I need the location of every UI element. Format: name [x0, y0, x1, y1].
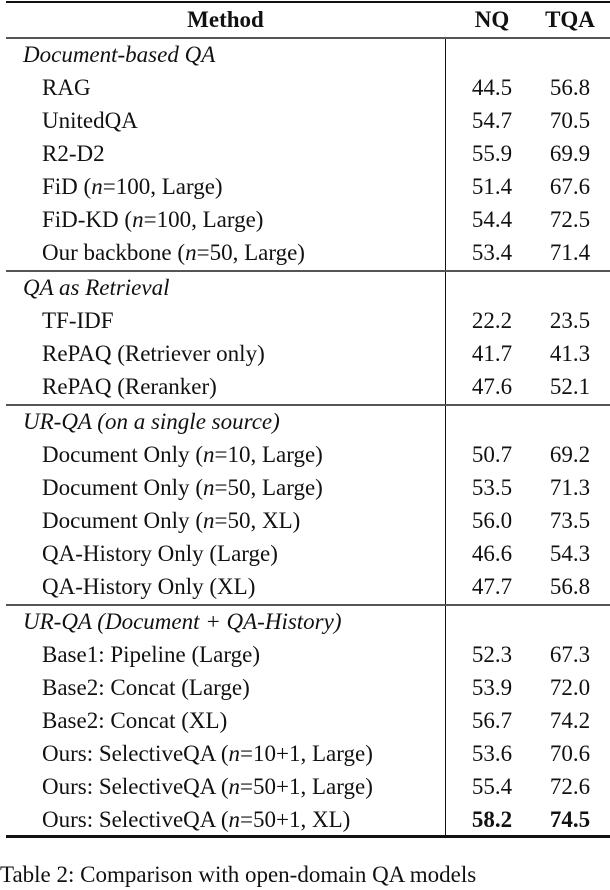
method-cell: R2-D2 [42, 141, 105, 166]
nq-score-cell: 44.5 [471, 75, 513, 100]
method-cell: RePAQ (Reranker) [42, 374, 217, 399]
method-cell: FiD (n=100, Large) [42, 174, 223, 199]
tqa-score-cell: 74.2 [549, 708, 591, 733]
table-row [6, 737, 610, 770]
nq-score-cell: 56.7 [471, 708, 513, 733]
tqa-score-cell: 69.9 [549, 141, 591, 166]
header-row [6, 3, 610, 36]
nq-score-cell: 53.9 [471, 675, 513, 700]
nq-score-cell: 41.7 [471, 341, 513, 366]
nq-score-cell: 54.4 [471, 207, 513, 232]
section-header-row [6, 38, 610, 71]
header-method: Method [187, 7, 264, 32]
nq-score-cell: 55.9 [471, 141, 513, 166]
table-row [6, 638, 610, 671]
tqa-score-cell: 71.3 [549, 475, 591, 500]
nq-score-cell: 53.4 [471, 240, 513, 265]
tqa-score-cell: 72.6 [549, 774, 591, 799]
section-title: QA as Retrieval [23, 275, 170, 300]
table-caption: Table 2: Comparison with open-domain QA models [0, 862, 477, 887]
nq-score-cell: 50.7 [471, 442, 513, 467]
tqa-score-cell: 54.3 [549, 541, 591, 566]
table-row [6, 504, 610, 537]
method-cell: Base1: Pipeline (Large) [42, 642, 261, 667]
tqa-score-cell: 72.0 [549, 675, 591, 700]
header-nq: NQ [474, 7, 510, 32]
tqa-score-cell: 56.8 [549, 75, 591, 100]
nq-score-cell: 52.3 [471, 642, 513, 667]
nq-score-cell: 58.2 [471, 807, 513, 832]
section-title: Document-based QA [23, 42, 216, 67]
table-row [6, 370, 610, 403]
method-cell: Our backbone (n=50, Large) [42, 240, 305, 265]
nq-score-cell: 51.4 [471, 174, 513, 199]
tqa-score-cell: 67.3 [549, 642, 591, 667]
nq-score-cell: 56.0 [471, 508, 513, 533]
tqa-score-cell: 67.6 [549, 174, 591, 199]
table-row [6, 671, 610, 704]
nq-score-cell: 53.5 [471, 475, 513, 500]
bottom-rule [6, 835, 610, 838]
method-cell: Ours: SelectiveQA (n=50+1, XL) [42, 807, 351, 832]
section-title: UR-QA (Document + QA-History) [23, 609, 342, 634]
tqa-score-cell: 73.5 [549, 508, 591, 533]
nq-score-cell: 22.2 [471, 308, 513, 333]
table-row [6, 803, 610, 836]
method-cell: QA-History Only (XL) [42, 574, 256, 599]
nq-score-cell: 47.7 [471, 574, 513, 599]
table-row [6, 770, 610, 803]
section-header-row [6, 605, 610, 638]
method-cell: Base2: Concat (XL) [42, 708, 228, 733]
tqa-score-cell: 52.1 [549, 374, 591, 399]
table-row [6, 137, 610, 170]
method-cell: UnitedQA [42, 108, 138, 133]
method-cell: TF-IDF [42, 308, 114, 333]
method-cell: Document Only (n=10, Large) [42, 442, 323, 467]
tqa-score-cell: 71.4 [549, 240, 591, 265]
method-cell: Document Only (n=50, XL) [42, 508, 301, 533]
tqa-score-cell: 70.6 [549, 741, 591, 766]
tqa-score-cell: 56.8 [549, 574, 591, 599]
table-row [6, 104, 610, 137]
nq-score-cell: 55.4 [471, 774, 513, 799]
method-cell: QA-History Only (Large) [42, 541, 278, 566]
table-row [6, 471, 610, 504]
tqa-score-cell: 69.2 [549, 442, 591, 467]
section-header-row [6, 405, 610, 438]
table-row [6, 438, 610, 471]
method-cell: Base2: Concat (Large) [42, 675, 250, 700]
table-row [6, 71, 610, 104]
tqa-score-cell: 74.5 [549, 807, 591, 832]
tqa-score-cell: 23.5 [549, 308, 591, 333]
method-cell: Ours: SelectiveQA (n=50+1, Large) [42, 774, 373, 799]
table-row [6, 537, 610, 570]
tqa-score-cell: 72.5 [549, 207, 591, 232]
tqa-score-cell: 41.3 [549, 341, 591, 366]
header-tqa: TQA [545, 7, 595, 32]
nq-score-cell: 47.6 [471, 374, 513, 399]
method-cell: Ours: SelectiveQA (n=10+1, Large) [42, 741, 373, 766]
nq-score-cell: 53.6 [471, 741, 513, 766]
method-cell: RePAQ (Retriever only) [42, 341, 265, 366]
method-cell: FiD-KD (n=100, Large) [42, 207, 264, 232]
table-row [6, 236, 610, 269]
section-header-row [6, 271, 610, 304]
nq-score-cell: 46.6 [471, 541, 513, 566]
table-row [6, 704, 610, 737]
method-cell: RAG [42, 75, 91, 100]
tqa-score-cell: 70.5 [549, 108, 591, 133]
nq-score-cell: 54.7 [471, 108, 513, 133]
table-row [6, 337, 610, 370]
table-row [6, 570, 610, 603]
table-row [6, 170, 610, 203]
section-title: UR-QA (on a single source) [23, 409, 280, 434]
table-row [6, 203, 610, 236]
method-cell: Document Only (n=50, Large) [42, 475, 323, 500]
table-row [6, 304, 610, 337]
